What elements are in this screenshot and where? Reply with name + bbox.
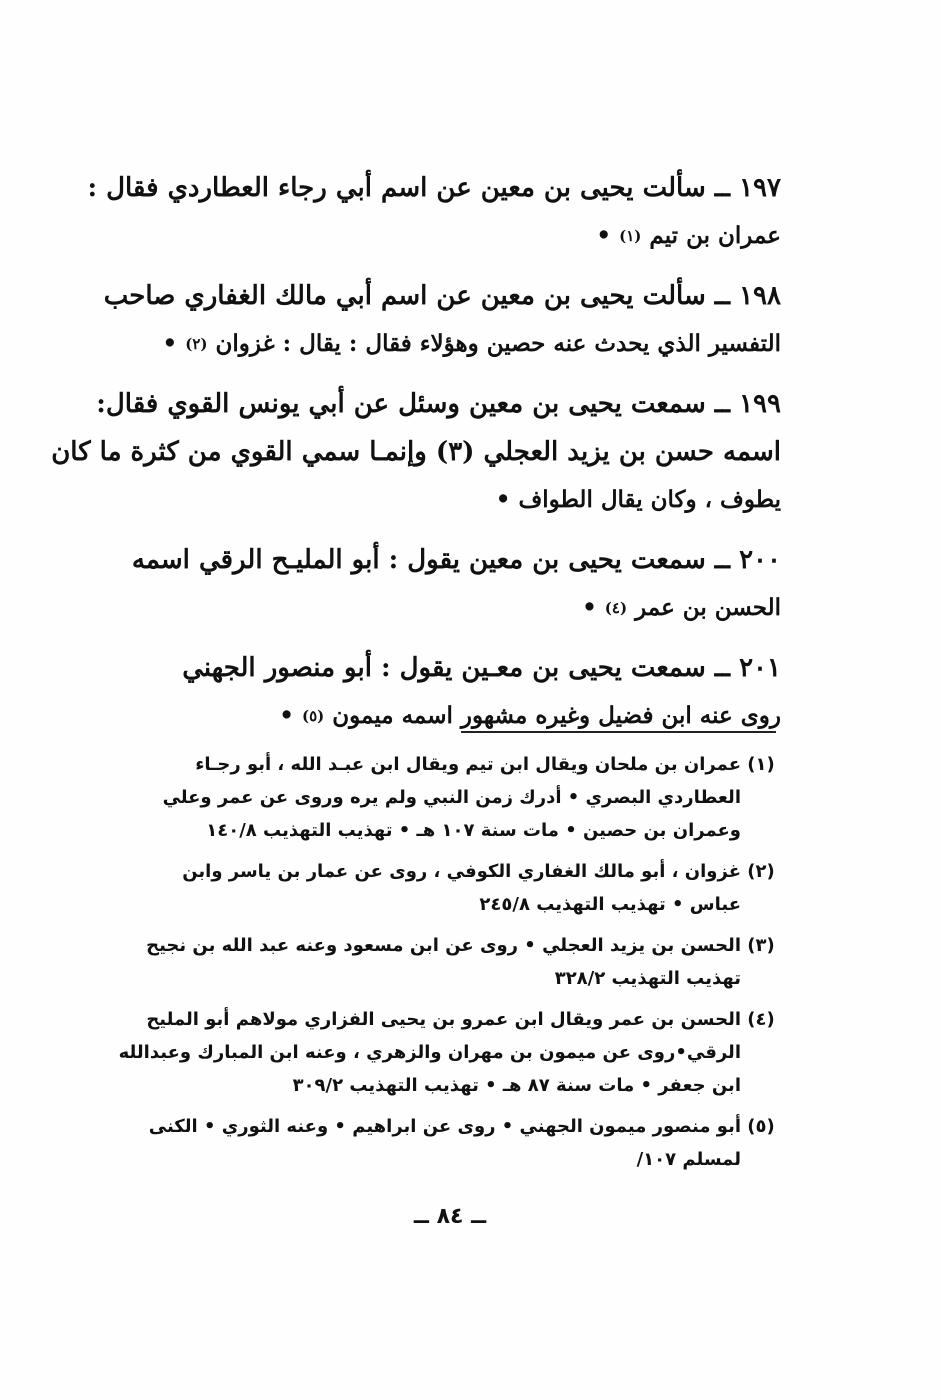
footnote-number: (٥) — [747, 1116, 775, 1137]
footnote-line: عمران بن ملحان ويقال ابن تيم ويقال ابن عبـد الله ، أبو رجـاء — [195, 754, 741, 775]
footnote-number: (١) — [747, 754, 775, 775]
footnote-1 — [131, 748, 781, 847]
entry-text: الحسن بن عمر — [635, 594, 781, 621]
entry-line — [131, 320, 781, 368]
entry-text: روى عنه ابن فضيل وغيره مشهور اسمه ميمون — [332, 702, 781, 729]
entry-line — [131, 584, 781, 632]
footnote-ref: (٢) — [185, 335, 208, 353]
footnote-5 — [131, 1110, 781, 1176]
footnote-line: الرقي•روى عن ميمون بن مهران والزهري ، وعنه ابن المبارك وعبدالله — [118, 1042, 741, 1063]
footnote-ref: (٤) — [604, 599, 628, 617]
entry-text: يطوف ، وكان يقال الطواف — [518, 486, 781, 513]
footnote-line: ابن جعفر • مات سنة ٨٧ هـ • تهذيب التهذيب ٣٠٩/٢ — [292, 1075, 741, 1096]
footnote-line: تهذيب التهذيب ٣٢٨/٢ — [554, 968, 741, 989]
footnote-divider — [461, 731, 776, 733]
end-mark: • — [279, 702, 294, 729]
footnote-line: وعمران بن حصين • مات سنة ١٠٧ هـ • تهذيب التهذيب ١٤٠/٨ — [206, 820, 741, 841]
footnote-number: (٣) — [747, 935, 775, 956]
entry-text: التفسير الذي يحدث عنه حصين وهؤلاء فقال : يقال : غزوان — [215, 330, 781, 357]
footnote-4 — [118, 1003, 781, 1102]
entry-199 — [51, 380, 781, 524]
entry-197 — [87, 164, 781, 260]
footnote-body — [131, 929, 741, 995]
footnote-line: العطاردي البصري • أدرك زمن النبي ولم يره وروى عن عمر وعلي — [162, 787, 741, 808]
entry-198 — [103, 272, 781, 368]
footnote-ref: (٥) — [301, 707, 325, 725]
main-text — [51, 164, 781, 752]
footnote-3 — [131, 929, 781, 995]
entry-text: عمران بن تيم — [649, 222, 781, 249]
footnote-body — [131, 855, 741, 921]
footnotes — [118, 748, 781, 1184]
footnote-ref: (١) — [619, 227, 642, 245]
end-mark: • — [582, 594, 597, 621]
entry-line: ١٩٧ ــ سألت يحيى بن معين عن اسم أبي رجاء العطاردي فقال : — [87, 173, 781, 203]
footnote-line: غزوان ، أبو مالك الغفاري الكوفي ، روى عن عمار بن ياسر وابن — [182, 861, 741, 882]
entry-line — [131, 476, 781, 524]
footnote-number: (٤) — [747, 1009, 775, 1030]
footnote-body — [119, 1003, 741, 1102]
footnote-line: لمسلم ١٠٧/ — [636, 1149, 741, 1170]
end-mark: • — [162, 330, 178, 357]
entry-line — [131, 212, 781, 260]
entry-line: ١٩٨ ــ سألت يحيى بن معين عن اسم أبي مالك الغفاري صاحب — [103, 281, 781, 311]
entry-200 — [131, 536, 781, 632]
entry-line: اسمه حسن بن يزيد العجلي (٣) وإنمـا سمي القوي من كثرة ما كان — [51, 437, 781, 467]
footnote-body — [131, 748, 741, 847]
end-mark: • — [596, 222, 612, 249]
footnote-line: الحسن بن عمر ويقال ابن عمرو بن يحيى الفزاري مولاهم أبو المليح — [146, 1009, 741, 1030]
entry-line: ١٩٩ ــ سمعت يحيى بن معين وسئل عن أبي يونس القوي فقال: — [96, 389, 781, 419]
footnote-2 — [131, 855, 781, 921]
end-mark: • — [495, 486, 511, 513]
footnote-body — [131, 1110, 741, 1176]
entry-line: ٢٠١ ــ سمعت يحيى بن معـين يقول : أبو منصور الجهني — [182, 653, 781, 683]
entry-201 — [131, 644, 781, 740]
footnote-line: عباس • تهذيب التهذيب ٢٤٥/٨ — [479, 894, 741, 915]
footnote-number: (٢) — [747, 861, 775, 882]
page-number: ــ ٨٤ ــ — [413, 1204, 487, 1229]
entry-line: ٢٠٠ ــ سمعت يحيى بن معين يقول : أبو المليـح الرقي اسمه — [131, 545, 781, 575]
footnote-line: أبو منصور ميمون الجهني • روى عن ابراهيم • وعنه الثوري • الكنى — [148, 1116, 741, 1137]
footnote-line: الحسن بن يزيد العجلي • روى عن ابن مسعود وعنه عبد الله بن نجيح — [146, 935, 741, 956]
